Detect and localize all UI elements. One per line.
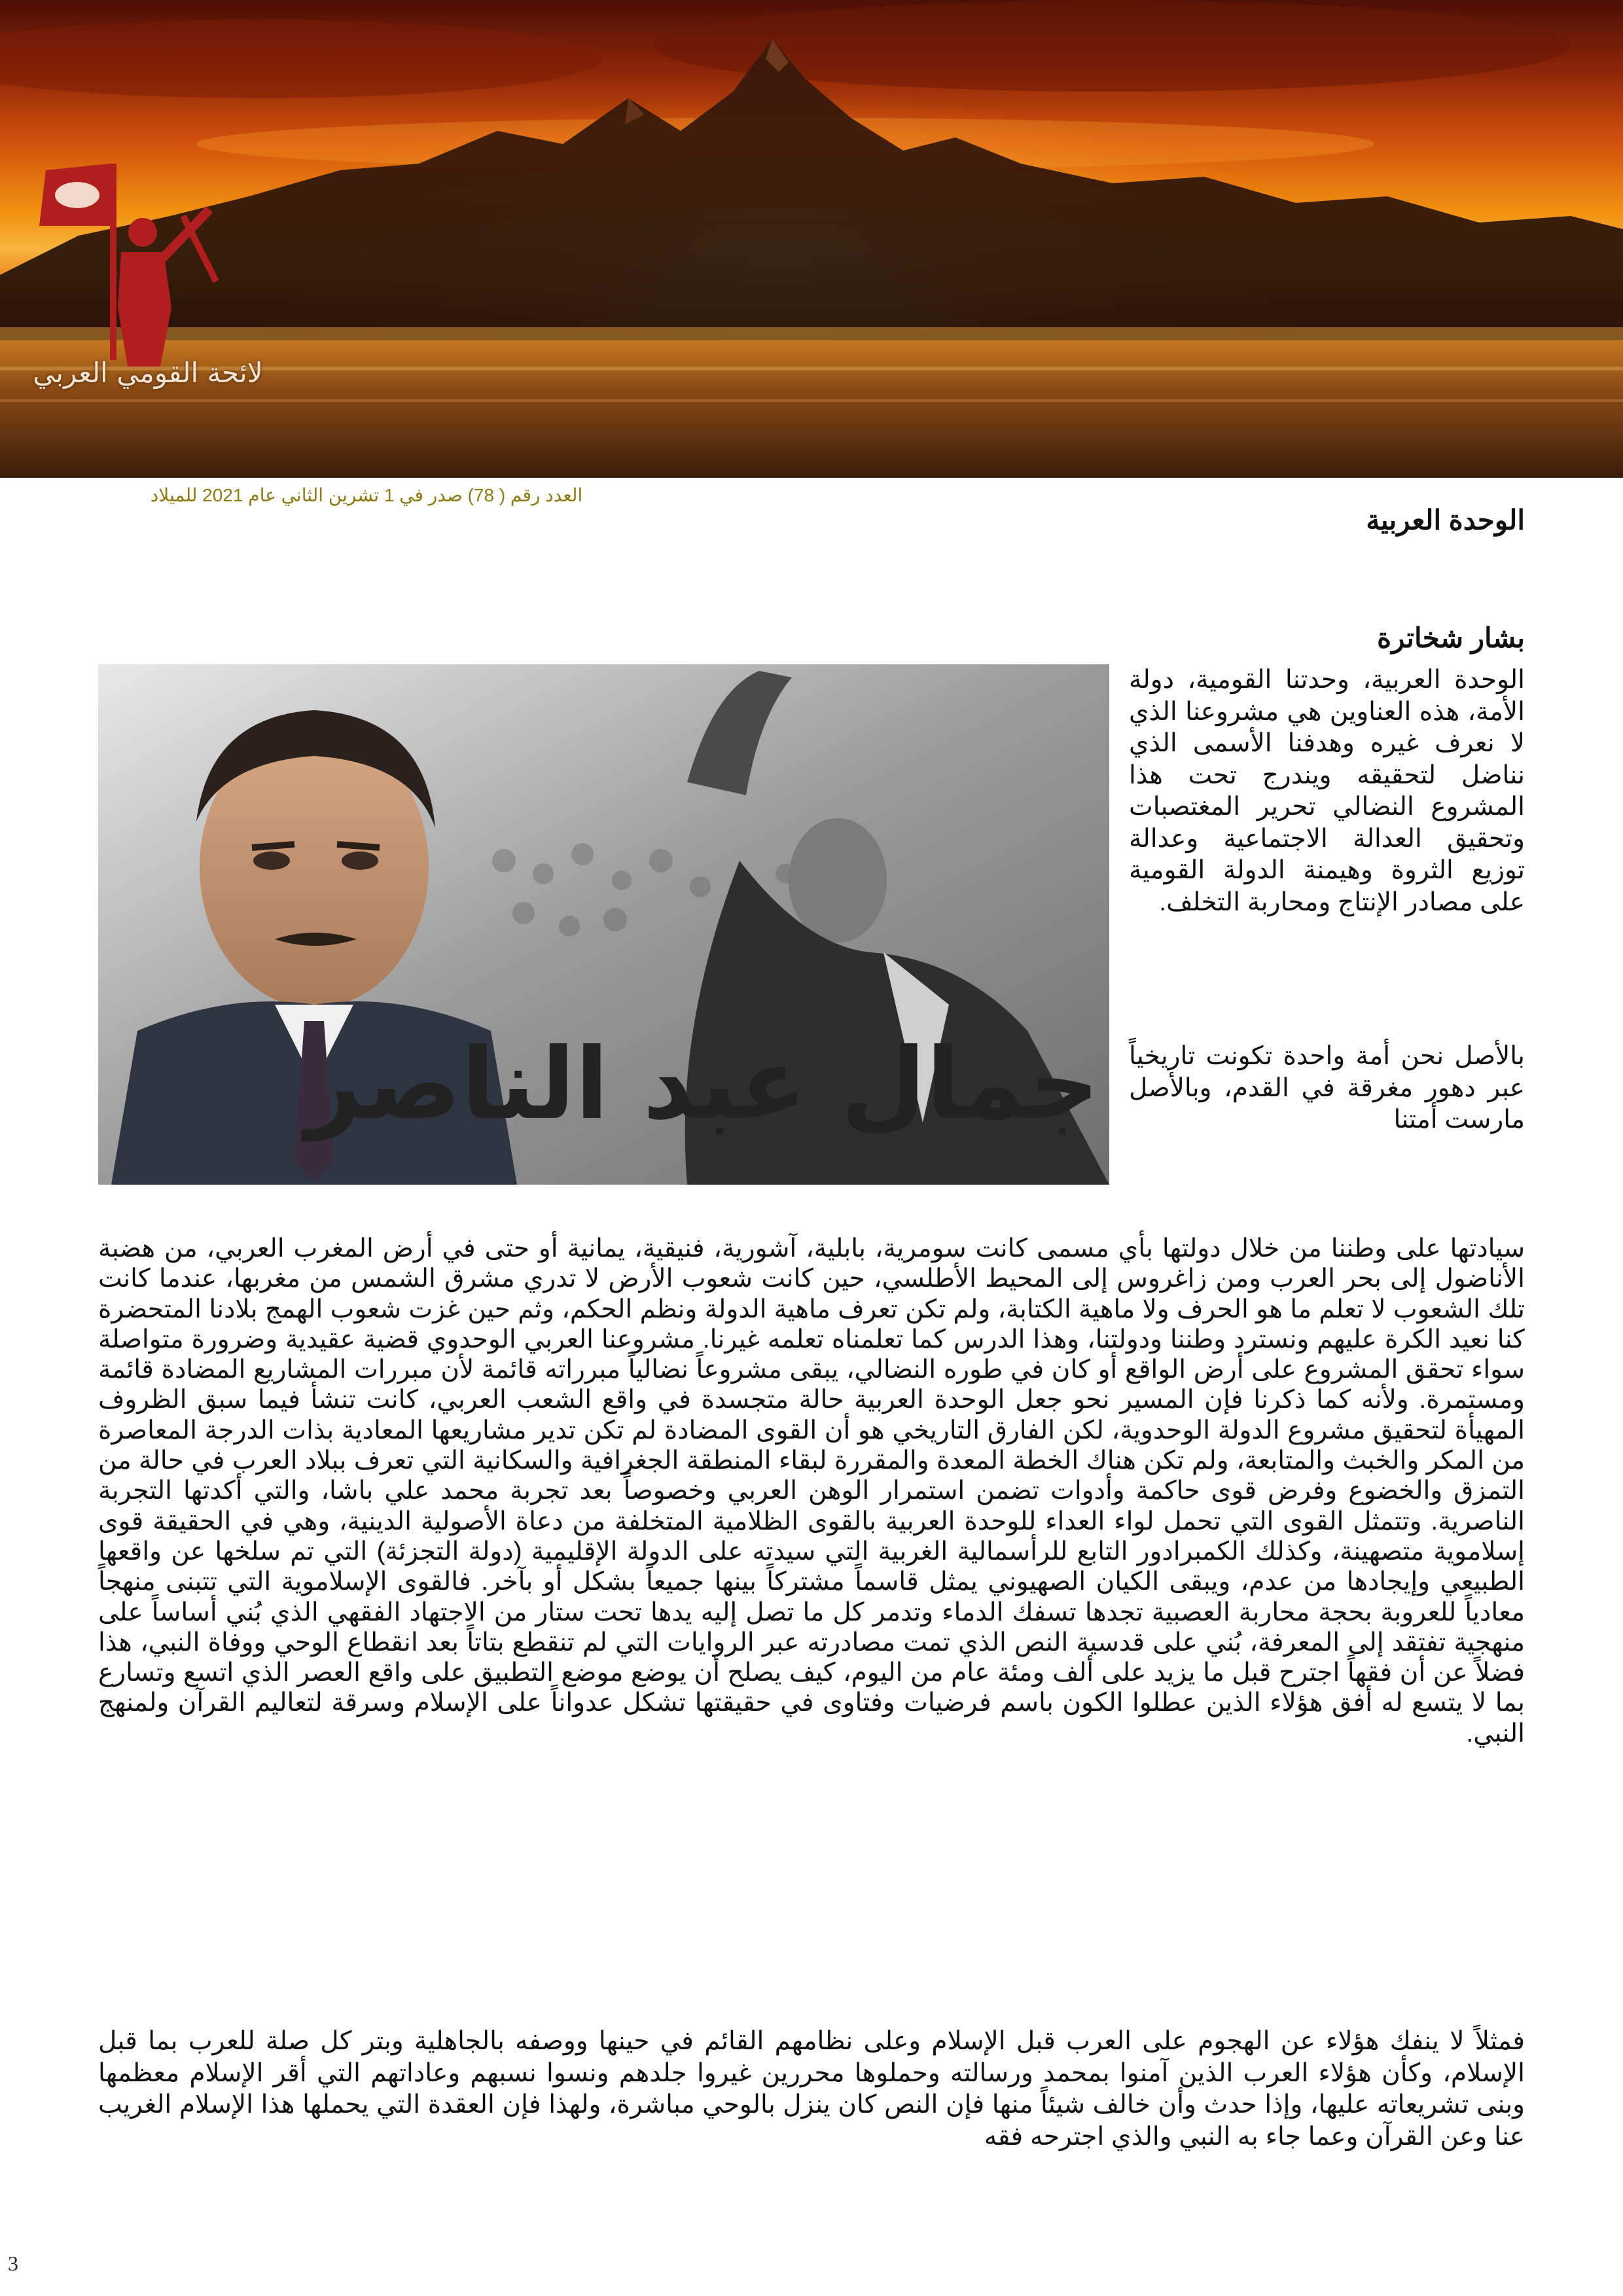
issue-line: العدد رقم ( 78) صدر في 1 تشرين الثاني عام 2021 للميلاد <box>150 485 583 505</box>
mountain-sunset-image <box>0 0 1623 478</box>
article-author: بشار شخاترة <box>1377 622 1525 653</box>
nasser-photo <box>98 664 1109 1185</box>
article-title: الوحدة العربية <box>1366 505 1525 535</box>
header-banner <box>0 0 1623 478</box>
paragraph-closing: فمثلاً لا ينفك هؤلاء عن الهجوم على العرب قبل الإسلام وعلى نظامهم القائم في حينها ووصفه بالجاهلية وبتر كل صلة للعرب بما قبل الإسلام، وكأن هؤلاء العرب الذين آمنوا بمحمد ورسالته وحملوها محررين غيروا جلدهم ونسوا نسبهم وعاداتهم التي أقر الإسلام معظمها وبنى تشريعاته عليها، وإذا حدث وأن خالف شيئاً منها فإن النص كان ينزل بالوحي مباشرة، ولهذا فإن العقدة التي يحملها هذا الإسلام الغريب عنا وعن القرآن وعما جاء به النبي والذي اجترحه فقه <box>98 2027 1525 2151</box>
paragraph-history-start: بالأصل نحن أمة واحدة تكونت تاريخياً عبر دهور مغرقة في القدم، وبالأصل مارست أمتنا <box>1129 1042 1525 1134</box>
page-number: 3 <box>8 2251 18 2275</box>
logo-text: لائحة القومي العربي <box>33 357 263 389</box>
photo-caption: جمال عبد الناصر <box>305 1028 1099 1141</box>
paragraph-history-body: سيادتها على وطننا من خلال دولتها بأي مسمى كانت سومرية، بابلية، آشورية، فنيقية، يمانية أو حتى في أرض المغرب العربي، من هضبة الأناضول إلى بحر العرب ومن زاغروس إلى المحيط الأطلسي، حين كانت شعوب الأرض لا تدري مشرق الشمس من مغربها، عندما كانت تلك الشعوب لا تعلم ما هو الحرف ولا ماهية الكتابة، ولم تكن تعرف ماهية الدولة ونظم الحكم، وثم حين غزت شعوب الهمج بلادنا المتحضرة كنا نعيد الكرة عليهم ونسترد وطننا ودولتنا، وهذا الدرس كما تعلمناه تعلمه غيرنا. مشروعنا العربي الوحدوي قضية عقيدية وضرورة متواصلة سواء تحقق المشروع على أرض الواقع أو كان في طوره النضالي، يبقى مشروعاً نضالياً مبرراته قائمة لأن مبررات المشاريع المضادة قائمة ومستمرة. ولأنه كما ذكرنا فإن المسير نحو جعل الوحدة العربية حالة متجسدة في واقع الشعب العربي، كانت تنشأ فيما سبق الظروف المهيأة لتحقيق مشروع الدولة الوحدوية، لكن الفارق التاريخي هو أن القوى المضادة لم تكن تدير مشاريعها المعادية بذات الدرجة المعاصرة من المكر والخبث والمتابعة، ولم تكن هناك الخطة المعدة والمقررة لبقاء المنطقة الجغرافية والسكانية التي تعرف ببلاد العرب في حالة من التمزق والخضوع وفرض قوى حاكمة وأدوات تضمن استمرار الوهن العربي وخصوصاً بعد تجربة محمد علي باشا، والتي أكدتها التجربة الناصرية. وتتمثل القوى التي تحمل لواء العداء للوحدة العربية بالقوى الظلامية المتخلفة من دعاة الأصولية الدينية، وهي في الحقيقة قوى إسلاموية متصهينة، وكذلك الكمبرادور التابع للرأسمالية الغربية التي سيدته على الدولة الإقليمية (دولة التجزئة) التي تم سلخها عن واقعها الطبيعي وإيجادها من عدم، ويبقى الكيان الصهيوني يمثل قاسماً مشتركاً بينها جميعاً بشكل أو بآخر. فالقوى الإسلاموية التي تتبنى منهجاً معادياً للعروبة بحجة محاربة العصبية تجدها تسفك الدماء وتدمر كل ما تصل إليه يدها تحت ستار من الاجتهاد الفقهي الذي بُني أساساً على منهجية تفتقد إلى المعرفة، بُني على قدسية النص الذي تمت مصادرته عبر الروايات التي لم تنقطع بتاتاً بعد انقطاع الوحي ووفاة النبي، هذا فضلاً عن أن فقهاً اجترح قبل ما يزيد على ألف ومئة عام من اليوم، كيف يصلح أن يوضع موضع التطبيق على واقع العصر الذي اتسع وتسارع بما لا يتسع له أفق هؤلاء الذين عطلوا الكون باسم فرضيات وفتاوى في حقيقتها تشكل عدواناً على الإسلام وسرقة لتعاليم القرآن ولمنهج النبي. <box>98 1234 1525 1748</box>
paragraph-intro: الوحدة العربية، وحدتنا القومية، دولة الأمة، هذه العناوين هي مشروعنا الذي لا نعرف غيره وهدفنا الأسمى الذي نناضل لتحقيقه ويندرج تحت هذا المشروع النضالي تحرير المغتصبات وتحقيق العدالة الاجتماعية وعدالة توزيع الثروة وهيمنة الدولة القومية على مصادر الإنتاج ومحاربة التخلف. <box>1129 666 1525 916</box>
